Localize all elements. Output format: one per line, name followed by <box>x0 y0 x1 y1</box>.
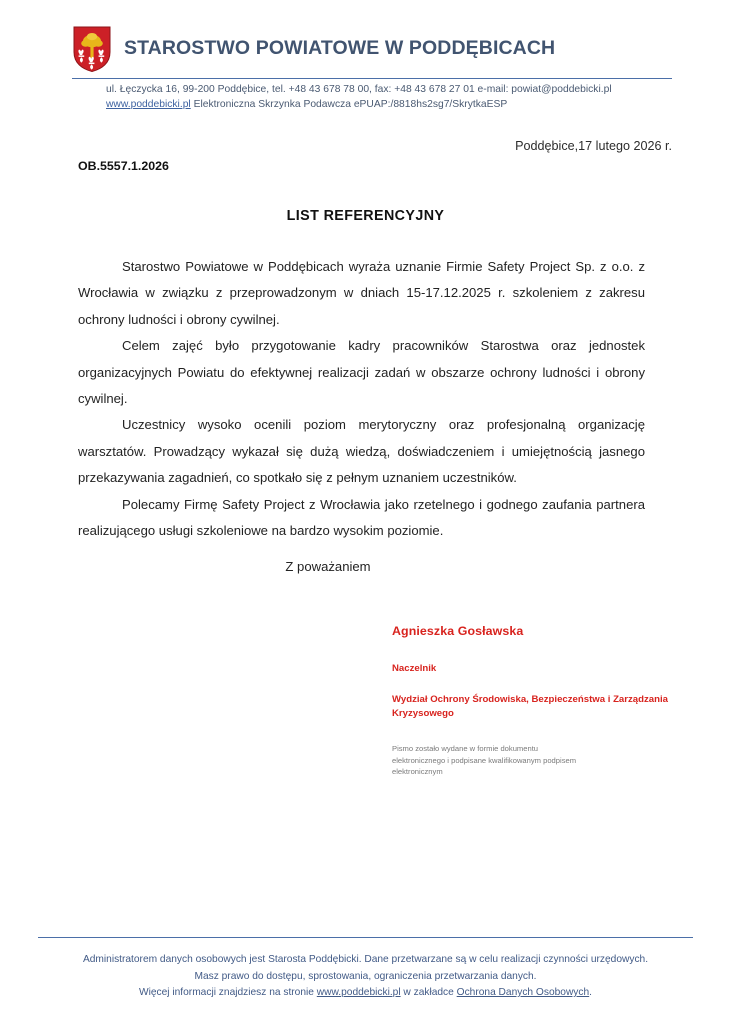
website-link[interactable]: www.poddebicki.pl <box>106 98 191 110</box>
signatory-department: Wydział Ochrony Środowiska, Bezpieczeństwa i Zarządzania Kryzysowego <box>392 694 668 720</box>
footer-website-link[interactable]: www.poddebicki.pl <box>316 987 401 999</box>
footer-divider <box>38 937 693 938</box>
paragraph: Celem zajęć było przygotowanie kadry pracowników Starostwa oraz jednostek organizacyjnych Powiatu do efektywnej realizacji zadań w obszarze ochrony ludności i obrony cywilnej. <box>78 338 645 407</box>
footer-text-prefix: Więcej informacji znajdziesz na stronie <box>138 987 317 999</box>
signature-block <box>392 624 682 777</box>
contact-address-line: ul. Łęczycka 16, 99-200 Poddębice, tel. +48 43 678 78 00, fax: +48 43 678 27 01 e-mail: powiat@poddebicki.pl <box>106 84 612 95</box>
document-date: Poddębice,17 lutego 2026 r. <box>515 139 672 153</box>
reference-number: OB.5557.1.2026 <box>78 159 169 173</box>
document-title: LIST REFERENCYJNY <box>286 208 445 224</box>
footer-text-middle: w zakładce <box>400 987 457 999</box>
paragraph: Polecamy Firmę Safety Project z Wrocławia jako rzetelnego i godnego zaufania partnera realizującego usługi szkoleniowe na bardzo wysokim poziomie. <box>78 496 645 539</box>
paragraph: Starostwo Powiatowe w Poddębicach wyraża uznanie Firmie Safety Project Sp. z o.o. z Wrocławia w związku z przeprowadzonym w dniach 15-17.12.2025 r. szkoleniem z zakresu ochrony ludności i obrony cywilnej. <box>78 259 645 327</box>
signatory-role: Naczelnik <box>392 662 437 674</box>
paragraph: Uczestnicy wysoko ocenili poziom merytoryczny oraz profesjonalną organizację warsztatów. Prowadzący wykazał się dużą wiedzą, doświadczeniem i umiejętnością jasnego przekazywania zagadnień, co spotkało się z pełnym uznaniem uczestników. <box>78 417 645 486</box>
coat-of-arms-icon <box>72 25 112 73</box>
organization-title: STAROSTWO POWIATOWE W PODDĘBICACH <box>124 37 556 60</box>
header-divider <box>72 78 672 79</box>
letter-body <box>78 254 645 544</box>
closing-salutation: Z poważaniem <box>285 559 371 574</box>
footer-line-1: Administratorem danych osobowych jest Starosta Poddębicki. Dane przetwarzane są w celu realizacji czynności urzędowych. <box>82 954 649 965</box>
letterhead-header <box>72 24 672 74</box>
footer-line-2: Masz prawo do dostępu, sprostowania, ograniczenia przetwarzania danych. <box>194 970 537 982</box>
footer-privacy-link[interactable]: Ochrona Danych Osobowych <box>456 987 590 999</box>
letterhead-title-row <box>72 24 672 74</box>
epuap-text: Elektroniczna Skrzynka Podawcza ePUAP:/8818hs2sg7/SkrytkaESP <box>190 98 508 110</box>
footer-line-3 <box>38 985 693 1002</box>
contact-epuap-line <box>106 98 666 113</box>
footer-text-suffix: . <box>589 987 593 999</box>
signatory-name: Agnieszka Gosławska <box>392 624 524 638</box>
contact-info <box>106 83 666 113</box>
electronic-signature-note: Pismo zostało wydane w formie dokumentu elektronicznego i podpisane kwalifikowanym podpisem elektronicznym <box>392 744 577 776</box>
footer-privacy-notice <box>38 952 693 1002</box>
